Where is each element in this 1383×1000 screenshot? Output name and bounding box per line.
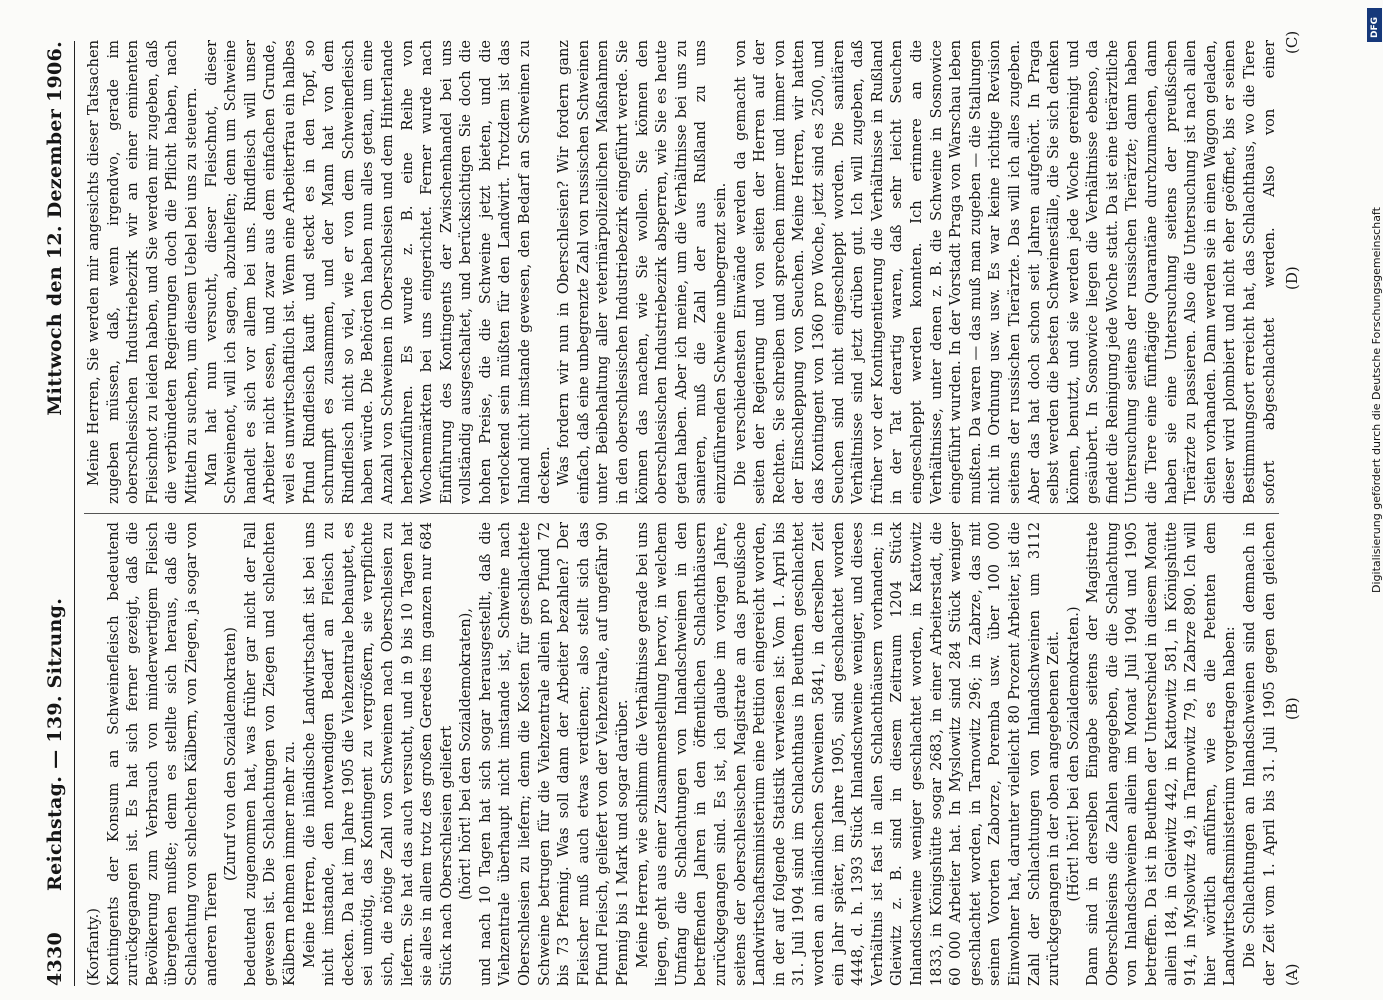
paragraph: Die Schlachtungen an Inlandschweinen sind demnach in der Zeit vom 1. April bis 31. Juli 1905 gegen den gleichen [1241, 522, 1278, 986]
paragraph: Meine Herren, die inländische Landwirtschaft ist bei uns nicht imstande, den notwendigen Bedarf an Fleisch zu decken. Da hat im Jahre 1905 die Viehzentrale behauptet, es sei unnötig, das Kontingent zu vergrößern, sie verpflichte sich, die nötige Zahl von Schweinen nach Oberschlesien zu liefern. Sie hat das auch versucht, und in 9 bis 10 Tagen hat sie alles in allem trotz des großen Geredes im ganzen nur 684 Stück nach Oberschlesien geliefert [300, 522, 455, 986]
session-title: Reichstag. — 139. Sitzung. [44, 597, 66, 891]
session-date: Mittwoch den 12. Dezember 1906. [44, 41, 66, 416]
paragraph: Die verschiedensten Einwände werden da gemacht von seiten der Regierung und von seiten der Herren auf der Rechten. Sie schreiben und sprechen immer und immer von der Einschleppung von Seuchen. Meine Herren, wir hatten das Kontingent von 1360 pro Woche, jetzt sind es 2500, und Seuchen sind nicht eingeschleppt worden. Die sanitären Verhältnisse sind jetzt drüben gut. Ich will zugeben, daß früher vor der Kontingentierung die Verhältnisse in Rußland in der Tat derartig waren, daß sehr leicht Seuchen eingeschleppt werden konnten. Ich erinnere an die Verhältnisse, unter denen z. B. die Schweine in Sosnowice eingeführt wurden. In der Vorstadt Praga von Warschau leben mußten. Da waren — das muß man zugeben — die Stallungen nicht in Ordnung usw. usw. Es war keine richtige Revision seitens der russischen Tierärzte. Das will ich alles zugeben. Aber das hat doch schon seit Jahren aufgehört. In Praga selbst werden die besten Schweineställe, die Sie sich denken können, benutzt, und sie werden jede Woche gereinigt und gesäubert. In Sosnowice liegen die Verhältnisse ebenso, da findet die Reinigung jede Woche statt. Da ist eine tierärztliche Untersuchung seitens der russischen Tierärzte; dann haben die Tiere eine fünftägige Quarantäne durchzumachen, dann haben sie eine Untersuchung seitens der preußischen Tierärzte zu passieren. Also die Untersuchung ist nach allen Seiten vorhanden. Dann werden sie in einen Waggon geladen, dieser wird plombiert und nicht eher geöffnet, bis er seinen Bestimmungsort erreicht hat, das Schlachthaus, wo die Tiere sofort abgeschlachtet werden. Also von einer [731, 40, 1278, 504]
paragraph: (hört! hört! bei den Sozialdemokraten), [457, 608, 475, 900]
paragraph: Dann sind in derselben Eingabe seitens der Magistrate Oberschlesiens die Zahlen angegeben, die die Schlachtung von Inlandschweinen allein im Monat Juli 1904 und 1905 betreffen. Da ist in Beuthen der Unterschied in diesem Monat allein 184, in Gleiwitz 442, in Kattowitz 581, in Königshütte 914, in Myslowitz 49, in Tarnowitz 79, in Zabrze 890. Ich will hier wörtlich anführen, wie es die Petenten dem Landwirtschaftsministerium vorgetragen haben: [1084, 522, 1239, 986]
paragraph: Kontingents der Konsum an Schweinefleisch bedeutend zurückgegangen ist. Es hat sich ferner gezeigt, daß die Bevölkerung zum Verbrauch von minderwertigem Fleisch übergehen mußte; denn es stellte sich heraus, daß die Schlachtung von schlechten Kälbern, von Ziegen, ja sogar von anderen Tieren [104, 522, 220, 986]
paragraph: (Zuruf von den Sozialdemokraten) [222, 627, 240, 881]
digitization-sidebar [1367, 8, 1383, 988]
left-text-column [84, 522, 1279, 986]
right-text-column [84, 40, 1279, 504]
paragraph: und nach 10 Tagen hat sich sogar herausgestellt, daß die Viehzentrale überhaupt nicht imstande ist, Schweine nach Oberschlesien zu liefern; denn die Kosten für geschlachtete Schweine betrugen für die Viehzentrale allein pro Pfund 72 bis 73 Pfennig. Was soll dann der Arbeiter bezahlen? Der Fleischer muß auch etwas verdienen; also stellt sich das Pfund Fleisch, geliefert von der Viehzentrale, auf ungefähr 90 Pfennig bis 1 Mark und sogar darüber. [476, 522, 632, 986]
page-header [38, 41, 75, 986]
dfg-logo: DFG [1367, 8, 1382, 42]
paragraph: (Korfanty.) [85, 908, 102, 986]
paragraph: Was fordern wir nun in Oberschlesien? Wir fordern ganz einfach, daß eine unbegrenzte Zahl von russischen Schweinen unter Beibehaltung aller veterinärpolizeilichen Maßnahmen in den oberschlesischen Industriebezirk eingeführt werde. Sie können das machen, wie Sie wollen. Sie können den oberschlesischen Industriebezirk absperren, wie Sie es heute getan haben. Aber ich meine, um die Verhältnisse bei uns zu sanieren, muß die Zahl der aus Rußland zu uns einzuführenden Schweine unbegrenzt sein. [555, 40, 729, 504]
margin-marker-c: (C) [1283, 30, 1301, 54]
margin-marker-b: (B) [1283, 697, 1301, 720]
digitization-credit: Digitalisierung gefördert durch die Deutsche Forschungsgemeinschaft [1370, 207, 1383, 593]
paragraph: Meine Herren, Sie werden mir angesichts dieser Tatsachen zugeben müssen, daß, wenn irgendwo, gerade im oberschlesischen Industriebezirk wir an einer eminenten Fleischnot zu leiden haben, und Sie werden mir zugeben, daß die verbündeten Regierungen doch die Pflicht haben, nach Mitteln zu suchen, um diesem Uebel bei uns zu steuern. [85, 40, 200, 504]
paragraph: Meine Herren, wie schlimm die Verhältnisse gerade bei uns liegen, geht aus einer Zusammenstellung hervor, in welchem Umfang die Schlachtungen von Inlandschweinen in den betreffenden Jahren in den öffentlichen Schlachthäusern zurückgegangen sind. Es ist, ich glaube im vorigen Jahre, seitens der oberschlesischen Magistrate an das preußische Landwirtschaftsministerium eine Petition eingereicht worden, in der auf folgende Statistik verwiesen ist: Vom 1. April bis 31. Juli 1904 sind im Schlachthaus in Beuthen geschlachtet worden an inländischen Schweinen 5841, in derselben Zeit ein Jahr später, im Jahre 1905, sind geschlachtet worden 4448, d. h. 1393 Stück Inlandschweine weniger, und dieses Verhältnis ist fast in allen Schlachthäusern vorhanden; in Gleiwitz z. B. sind in diesem Zeitraum 1204 Stück Inlandschweine weniger geschlachtet worden, in Kattowitz 1833, in Königshütte sogar 2683, in einer Arbeiterstadt, die 60 000 Arbeiter hat. In Myslowitz sind 284 Stück weniger geschlachtet worden, in Tarnowitz 296; in Zabrze, das mit seinen Vororten Zaborze, Poremba usw. über 100 000 Einwohner hat, darunter vielleicht 80 Prozent Arbeiter, ist die Zahl der Schlachtungen von Inlandschweinen um 3112 zurückgegangen in der oben angegebenen Zeit. [633, 522, 1063, 986]
margin-marker-a: (A) [1283, 963, 1301, 986]
paragraph: Man hat nun versucht, dieser Fleischnot, dieser Schweinenot, will ich sagen, abzuhelfen; denn um Schweine handelt es sich vor allem bei uns. Rindfleisch will unser Arbeiter nicht essen, und zwar aus dem einfachen Grunde, weil es unwirtschaftlich ist. Wenn eine Arbeiterfrau ein halbes Pfund Rindfleisch kauft und steckt es in den Topf, so schrumpft es zusammen, und der Mann hat von dem Rindfleisch nicht so viel, wie er von dem Schweinefleisch haben würde. Die Behörden haben nun alles getan, um eine Anzahl von Schweinen in Oberschlesien und dem Hinterlande herbeizuführen. Es wurde z. B. eine Reihe von Wochenmärkten bei uns eingerichtet. Ferner wurde nach Einführung des Kontingents der Zwischenhandel bei uns vollständig ausgeschaltet, und berücksichtigen Sie doch die hohen Preise, die die Schweine jetzt bieten, und die verlockend sein müßten für den Landwirt. Trotzdem ist das Inland nicht imstande gewesen, den Bedarf an Schweinen zu decken. [202, 40, 553, 504]
column-divider [84, 513, 1279, 514]
page-number: 4330 [44, 931, 66, 986]
paragraph: bedeutend zugenommen hat, was früher gar nicht der Fall gewesen ist. Die Schlachtungen von Ziegen und schlechten Kälbern nehmen immer mehr zu. [241, 522, 298, 986]
margin-marker-d: (D) [1283, 266, 1301, 290]
paragraph: (Hört! hört! bei den Sozialdemokraten.) [1064, 606, 1082, 902]
